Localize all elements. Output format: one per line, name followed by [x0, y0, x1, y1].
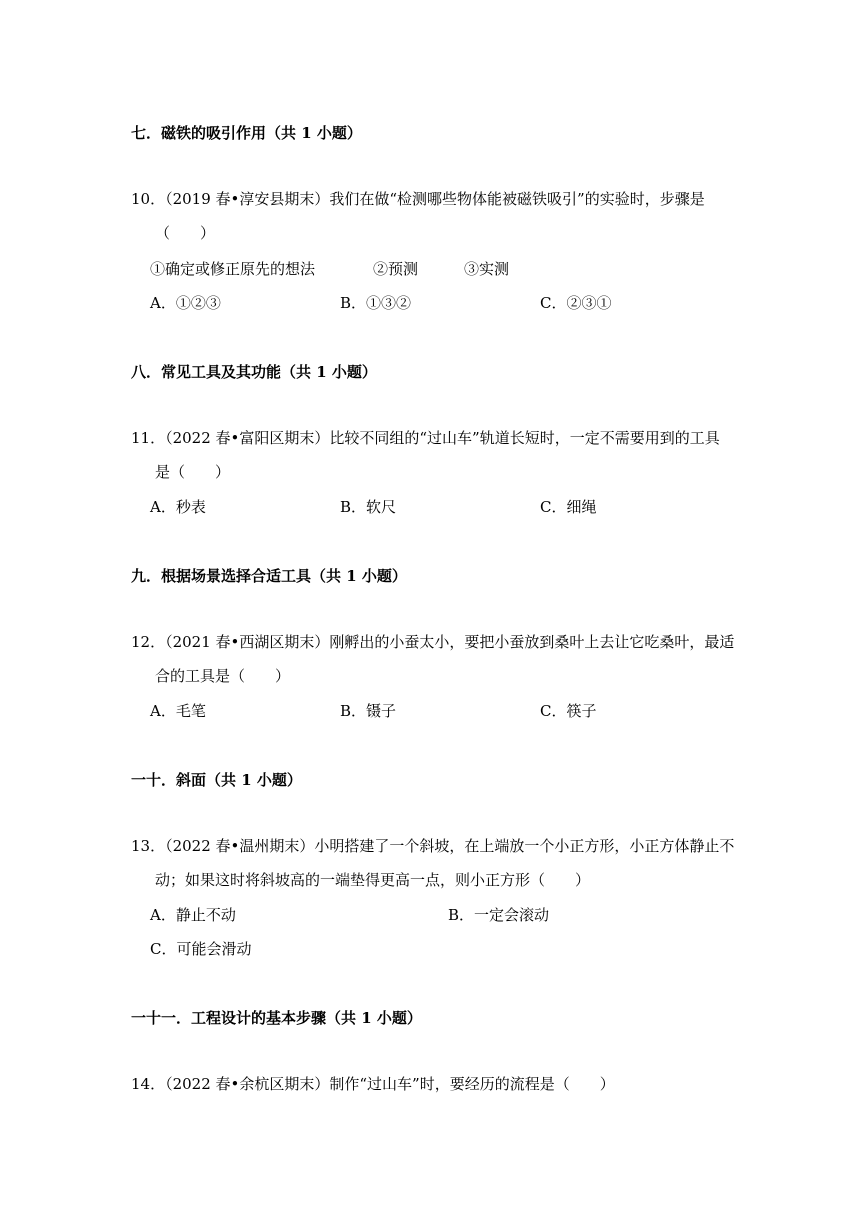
question-11-line2: 是（ ） [155, 463, 231, 481]
step-1: ①确定或修正原先的想法 [150, 260, 316, 278]
option-b: B．软尺 [340, 498, 397, 516]
option-c: C．筷子 [540, 702, 597, 720]
question-12-line1: 12．（2021 春•西湖区期末）刚孵出的小蚕太小，要把小蚕放到桑叶上去让它吃桑叶，最适 [131, 633, 735, 651]
question-11-line1: 11．（2022 春•富阳区期末）比较不同组的“过山车”轨道长短时，一定不需要用到的工具 [131, 429, 720, 447]
option-b: B．镊子 [340, 702, 397, 720]
option-c: C．细绳 [540, 498, 597, 516]
option-b: B．一定会滚动 [448, 906, 550, 924]
question-13 [131, 829, 735, 897]
option-c: C．可能会滑动 [150, 940, 252, 958]
option-b: B．①③② [340, 294, 412, 312]
option-a: A．①②③ [150, 294, 221, 312]
question-13-line1: 13．（2022 春•温州期末）小明搭建了一个斜坡，在上端放一个小正方形，小正方体静止不 [131, 837, 735, 855]
section-heading-7: 七．磁铁的吸引作用（共 1 小题） [131, 124, 362, 142]
question-14-line1: 14．（2022 春•余杭区期末）制作“过山车”时，要经历的流程是（ ） [131, 1075, 615, 1093]
question-10-line2: （ ） [155, 224, 216, 242]
option-a: A．秒表 [150, 498, 206, 516]
section-heading-11: 一十一．工程设计的基本步骤（共 1 小题） [131, 1009, 422, 1027]
question-12 [131, 625, 735, 693]
question-14 [131, 1067, 731, 1101]
question-11 [131, 421, 731, 489]
question-10-line1: 10．（2019 春•淳安县期末）我们在做“检测哪些物体能被磁铁吸引”的实验时，步骤是 [131, 190, 705, 208]
section-heading-10: 一十．斜面（共 1 小题） [131, 771, 302, 789]
question-13-line2: 动；如果这时将斜坡高的一端垫得更高一点，则小正方形（ ） [155, 871, 591, 889]
question-12-line2: 合的工具是（ ） [155, 667, 291, 685]
section-heading-9: 九．根据场景选择合适工具（共 1 小题） [131, 567, 407, 585]
step-3: ③实测 [464, 260, 510, 278]
step-2: ②预测 [373, 260, 419, 278]
option-a: A．毛笔 [150, 702, 206, 720]
question-10 [131, 182, 731, 250]
section-heading-8: 八．常见工具及其功能（共 1 小题） [131, 363, 377, 381]
option-c: C．②③① [540, 294, 612, 312]
option-a: A．静止不动 [150, 906, 236, 924]
